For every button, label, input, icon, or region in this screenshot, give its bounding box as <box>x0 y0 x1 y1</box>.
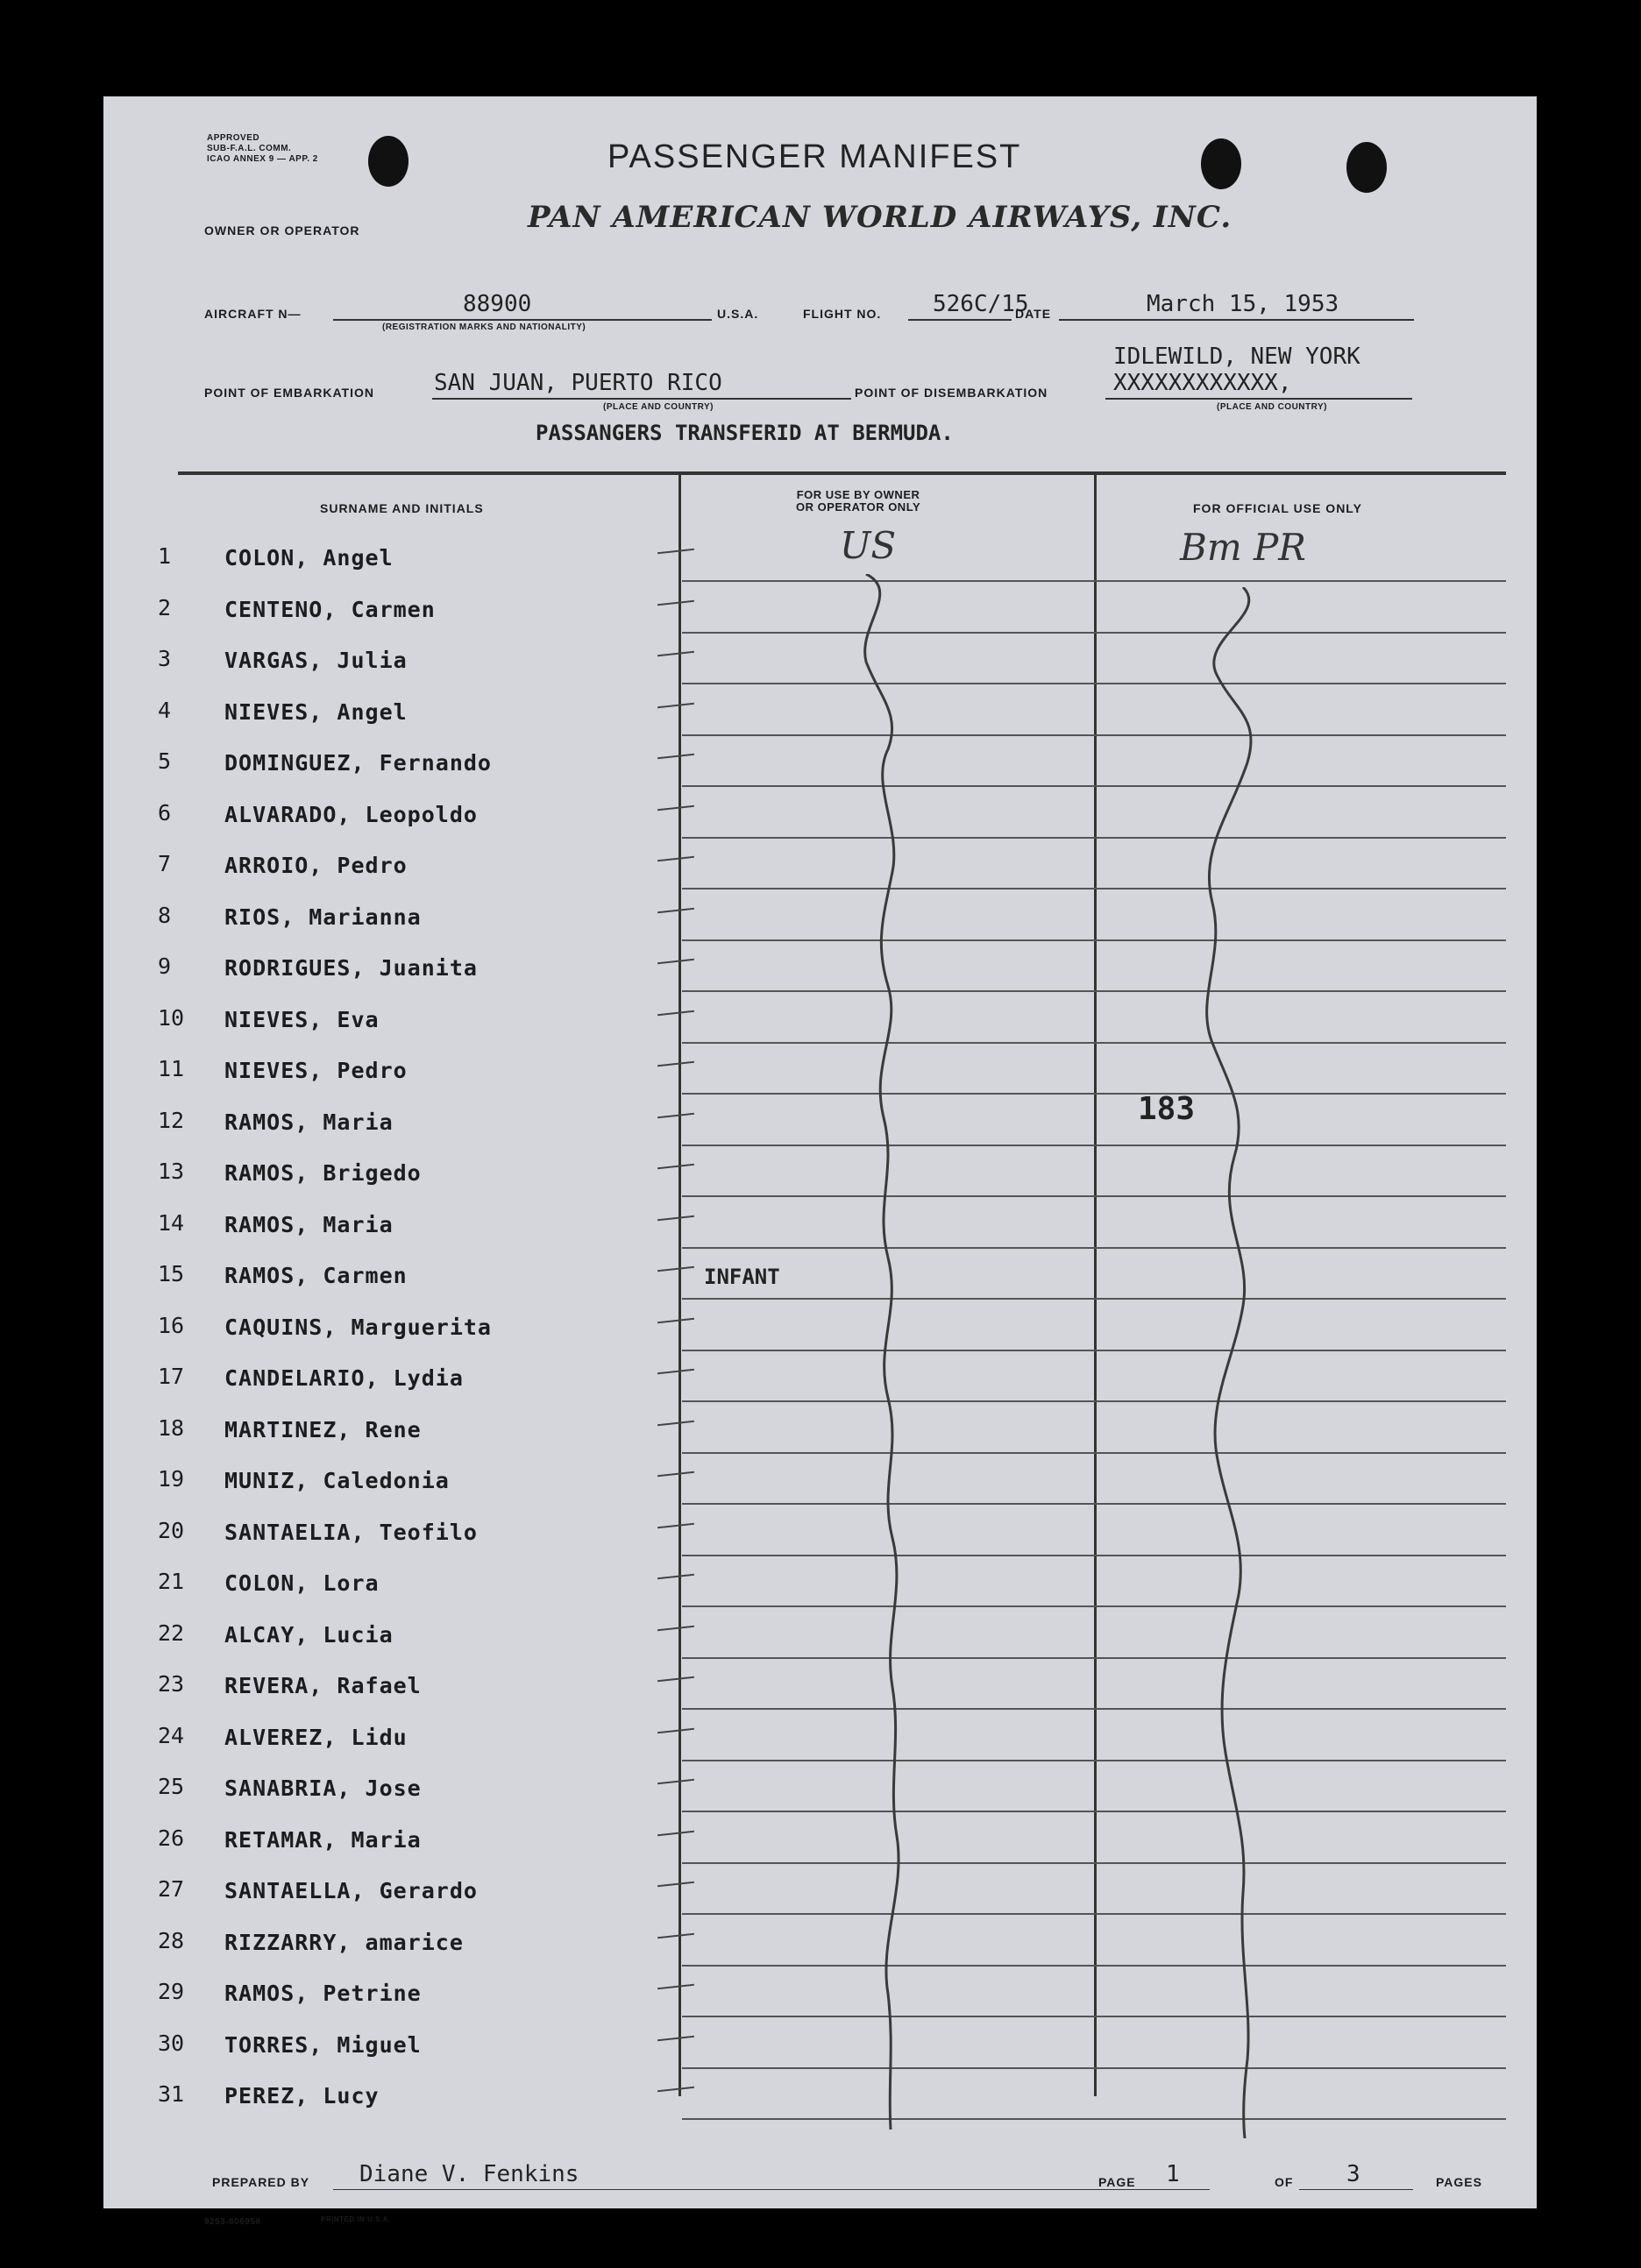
row-rule <box>682 1298 1506 1300</box>
row-rule <box>682 1350 1506 1351</box>
pages-label: PAGES <box>1436 2175 1482 2189</box>
check-tick <box>657 1369 694 1374</box>
passenger-name: ALVARADO, Leopoldo <box>224 801 478 827</box>
row-number: 15 <box>158 1261 185 1286</box>
check-tick <box>657 1061 694 1067</box>
passenger-name: COLON, Lora <box>224 1570 380 1596</box>
row-rule <box>682 1760 1506 1761</box>
date-label: DATE <box>1015 307 1052 321</box>
punch-hole-left <box>368 136 408 187</box>
prepared-label: PREPARED BY <box>212 2175 310 2189</box>
check-tick <box>657 856 694 861</box>
row-number: 8 <box>158 902 172 928</box>
row-rule <box>682 2118 1506 2120</box>
passenger-name: MUNIZ, Caledonia <box>224 1468 450 1493</box>
row-rule <box>682 1042 1506 1044</box>
check-tick <box>657 1830 694 1835</box>
passenger-name: NIEVES, Angel <box>224 698 408 725</box>
row-number: 21 <box>158 1569 185 1594</box>
aircraft-value: 88900 <box>463 291 532 317</box>
prepared-value: Diane V. Fenkins <box>359 2161 579 2187</box>
check-tick <box>657 1471 694 1477</box>
row-number: 9 <box>158 953 172 979</box>
check-tick <box>657 1112 694 1117</box>
row-rule <box>682 785 1506 787</box>
passenger-name: MARTINEZ, Rene <box>224 1416 422 1442</box>
disembark-value-line2: XXXXXXXXXXXX, <box>1113 370 1292 396</box>
row-rule <box>682 837 1506 839</box>
row-number: 22 <box>158 1619 185 1646</box>
date-value: March 15, 1953 <box>1147 291 1339 317</box>
check-tick <box>657 1984 694 1989</box>
check-tick <box>657 1522 694 1527</box>
check-tick <box>657 959 694 964</box>
row-number: 14 <box>158 1209 185 1236</box>
total-pages-value: 3 <box>1346 2161 1360 2187</box>
aircraft-label: AIRCRAFT N— <box>204 307 302 321</box>
passenger-name: ALCAY, Lucia <box>224 1621 394 1648</box>
row-rule <box>682 1093 1506 1095</box>
row-number: 2 <box>158 594 172 620</box>
passenger-name: NIEVES, Pedro <box>224 1058 408 1083</box>
column-divider-1 <box>678 475 681 2096</box>
row-rule <box>682 632 1506 634</box>
nationality: U.S.A. <box>717 307 759 321</box>
passenger-name: CENTENO, Carmen <box>224 596 436 622</box>
transfer-note: PASSANGERS TRANSFERID AT BERMUDA. <box>536 421 954 445</box>
passenger-name: SANTAELLA, Gerardo <box>224 1878 478 1903</box>
of-underline <box>1299 2189 1413 2190</box>
embark-caption: (PLACE AND COUNTRY) <box>603 402 714 412</box>
approval-stamp: APPROVED SUB-F.A.L. COMM. ICAO ANNEX 9 — APP. 2 <box>207 133 318 164</box>
row-rule <box>682 1555 1506 1556</box>
passenger-name: RAMOS, Brigedo <box>224 1160 422 1186</box>
column-header-official: FOR OFFICIAL USE ONLY <box>1193 501 1362 515</box>
row-number: 25 <box>158 1774 185 1799</box>
row-rule <box>682 888 1506 889</box>
passenger-name: RIZZARRY, amarice <box>224 1929 464 1955</box>
row-number: 11 <box>158 1056 185 1081</box>
passenger-name: TORRES, Miguel <box>224 2031 422 2058</box>
check-tick <box>657 1164 694 1169</box>
check-tick <box>657 2035 694 2040</box>
check-tick <box>657 907 694 912</box>
page-value: 1 <box>1166 2161 1180 2187</box>
row-number: 4 <box>158 697 172 723</box>
row-rule <box>682 1605 1506 1607</box>
passenger-name: RIOS, Marianna <box>224 904 422 930</box>
passenger-name: RAMOS, Maria <box>224 1109 394 1135</box>
check-tick <box>657 702 694 707</box>
passenger-name: CAQUINS, Marguerita <box>224 1314 492 1340</box>
passenger-name: VARGAS, Julia <box>224 648 408 673</box>
row-rule <box>682 683 1506 684</box>
row-number: 29 <box>158 1979 185 2004</box>
row-number: 17 <box>158 1364 185 1389</box>
row-number: 6 <box>158 799 172 826</box>
manifest-page <box>103 96 1537 2227</box>
row-number: 23 <box>158 1671 185 1697</box>
check-tick <box>657 549 694 554</box>
row-number: 13 <box>158 1159 185 1184</box>
check-tick <box>657 1676 694 1682</box>
row-rule <box>682 1195 1506 1197</box>
row-rule <box>682 1657 1506 1659</box>
passenger-name: RAMOS, Maria <box>224 1211 394 1237</box>
punch-hole-middle <box>1201 138 1241 189</box>
row-rule <box>682 1913 1506 1915</box>
row-rule <box>682 1452 1506 1454</box>
row-number: 1 <box>158 543 172 569</box>
passenger-name: RETAMAR, Maria <box>224 1826 422 1853</box>
row-rule <box>682 1965 1506 1967</box>
column-header-names: SURNAME AND INITIALS <box>320 501 484 515</box>
row-rule <box>682 1811 1506 1812</box>
row-number: 30 <box>158 2030 185 2056</box>
flight-value: 526C/15 <box>933 291 1029 317</box>
row-number: 5 <box>158 748 172 774</box>
check-tick <box>657 1882 694 1887</box>
row-number: 12 <box>158 1107 185 1133</box>
row-rule <box>682 1862 1506 1864</box>
row-number: 19 <box>158 1466 185 1492</box>
passenger-name: SANABRIA, Jose <box>224 1775 422 1801</box>
registration-caption: (REGISTRATION MARKS AND NATIONALITY) <box>382 322 586 332</box>
row-rule <box>682 1145 1506 1146</box>
official-use-number: 183 <box>1138 1091 1196 1127</box>
ditto-squiggle-official <box>1164 587 1287 2138</box>
check-tick <box>657 1215 694 1220</box>
check-tick <box>657 1727 694 1733</box>
row-number: 7 <box>158 851 172 876</box>
page-title: PASSENGER MANIFEST <box>607 138 1022 175</box>
form-number: 9253-606958 <box>204 2217 261 2227</box>
flight-underline <box>908 319 1012 321</box>
row-rule <box>682 1400 1506 1402</box>
check-tick <box>657 1574 694 1579</box>
check-tick <box>657 1317 694 1322</box>
row-rule <box>682 2067 1506 2069</box>
row-rule <box>682 2016 1506 2017</box>
check-tick <box>657 599 694 605</box>
passenger-name: COLON, Angel <box>224 545 394 571</box>
passenger-name: SANTAELIA, Teofilo <box>224 1519 478 1545</box>
company-name: PAN AMERICAN WORLD AIRWAYS, INC. <box>528 200 1233 235</box>
embark-underline <box>432 398 851 400</box>
check-tick <box>657 1010 694 1015</box>
date-underline <box>1059 319 1414 321</box>
row-number: 26 <box>158 1825 185 1851</box>
owner-use-mark: US <box>840 524 897 567</box>
row-rule <box>682 1708 1506 1710</box>
passenger-name: DOMINGUEZ, Fernando <box>224 750 492 776</box>
column-header-owner: FOR USE BY OWNER OR OPERATOR ONLY <box>796 488 921 514</box>
embark-label: POINT OF EMBARKATION <box>204 386 374 400</box>
row-rule <box>682 939 1506 941</box>
row-number: 28 <box>158 1927 185 1953</box>
passenger-name: RAMOS, Carmen <box>224 1263 408 1288</box>
disembark-underline <box>1105 398 1412 400</box>
row-rule <box>682 1247 1506 1249</box>
check-tick <box>657 651 694 656</box>
passenger-name: CANDELARIO, Lydia <box>224 1365 464 1391</box>
row-rule <box>682 1503 1506 1505</box>
passenger-name: ALVEREZ, Lidu <box>224 1724 408 1750</box>
row-number: 3 <box>158 646 172 671</box>
column-divider-2 <box>1094 475 1097 2096</box>
of-label: OF <box>1275 2175 1294 2189</box>
row-number: 31 <box>158 2081 185 2107</box>
passenger-name: RAMOS, Petrine <box>224 1981 422 2006</box>
row-number: 24 <box>158 1722 185 1748</box>
row-number: 16 <box>158 1312 185 1338</box>
table-top-rule <box>178 471 1506 475</box>
check-tick <box>657 2087 694 2092</box>
infant-note: INFANT <box>704 1265 780 1289</box>
passenger-name: ARROIO, Pedro <box>224 853 408 878</box>
check-tick <box>657 804 694 810</box>
owner-label: OWNER OR OPERATOR <box>204 223 360 237</box>
ditto-squiggle-owner <box>840 574 936 2130</box>
aircraft-underline <box>333 319 712 321</box>
passenger-name: REVERA, Rafael <box>224 1673 422 1698</box>
embark-value: SAN JUAN, PUERTO RICO <box>434 370 722 396</box>
row-number: 18 <box>158 1414 185 1441</box>
check-tick <box>657 754 694 759</box>
punch-hole-right <box>1346 142 1387 193</box>
check-tick <box>657 1625 694 1630</box>
page-label: PAGE <box>1098 2175 1136 2189</box>
disembark-label: POINT OF DISEMBARKATION <box>855 386 1048 400</box>
row-rule <box>682 734 1506 736</box>
row-rule <box>682 990 1506 992</box>
row-number: 20 <box>158 1517 185 1543</box>
prepared-underline <box>333 2189 1210 2190</box>
passenger-name: RODRIGUES, Juanita <box>224 955 478 981</box>
check-tick <box>657 1779 694 1784</box>
row-number: 10 <box>158 1004 185 1031</box>
check-tick <box>657 1932 694 1938</box>
flight-label: FLIGHT NO. <box>803 307 882 321</box>
printed-label: PRINTED IN U.S.A. <box>321 2215 391 2223</box>
row-number: 27 <box>158 1876 185 1902</box>
passenger-name: NIEVES, Eva <box>224 1006 380 1032</box>
row-rule <box>682 580 1506 582</box>
check-tick <box>657 1266 694 1272</box>
check-tick <box>657 1420 694 1425</box>
passenger-name: PEREZ, Lucy <box>224 2083 380 2109</box>
disembark-caption: (PLACE AND COUNTRY) <box>1217 402 1327 412</box>
official-use-mark: Bm PR <box>1180 526 1306 569</box>
disembark-value-line1: IDLEWILD, NEW YORK <box>1113 344 1360 370</box>
